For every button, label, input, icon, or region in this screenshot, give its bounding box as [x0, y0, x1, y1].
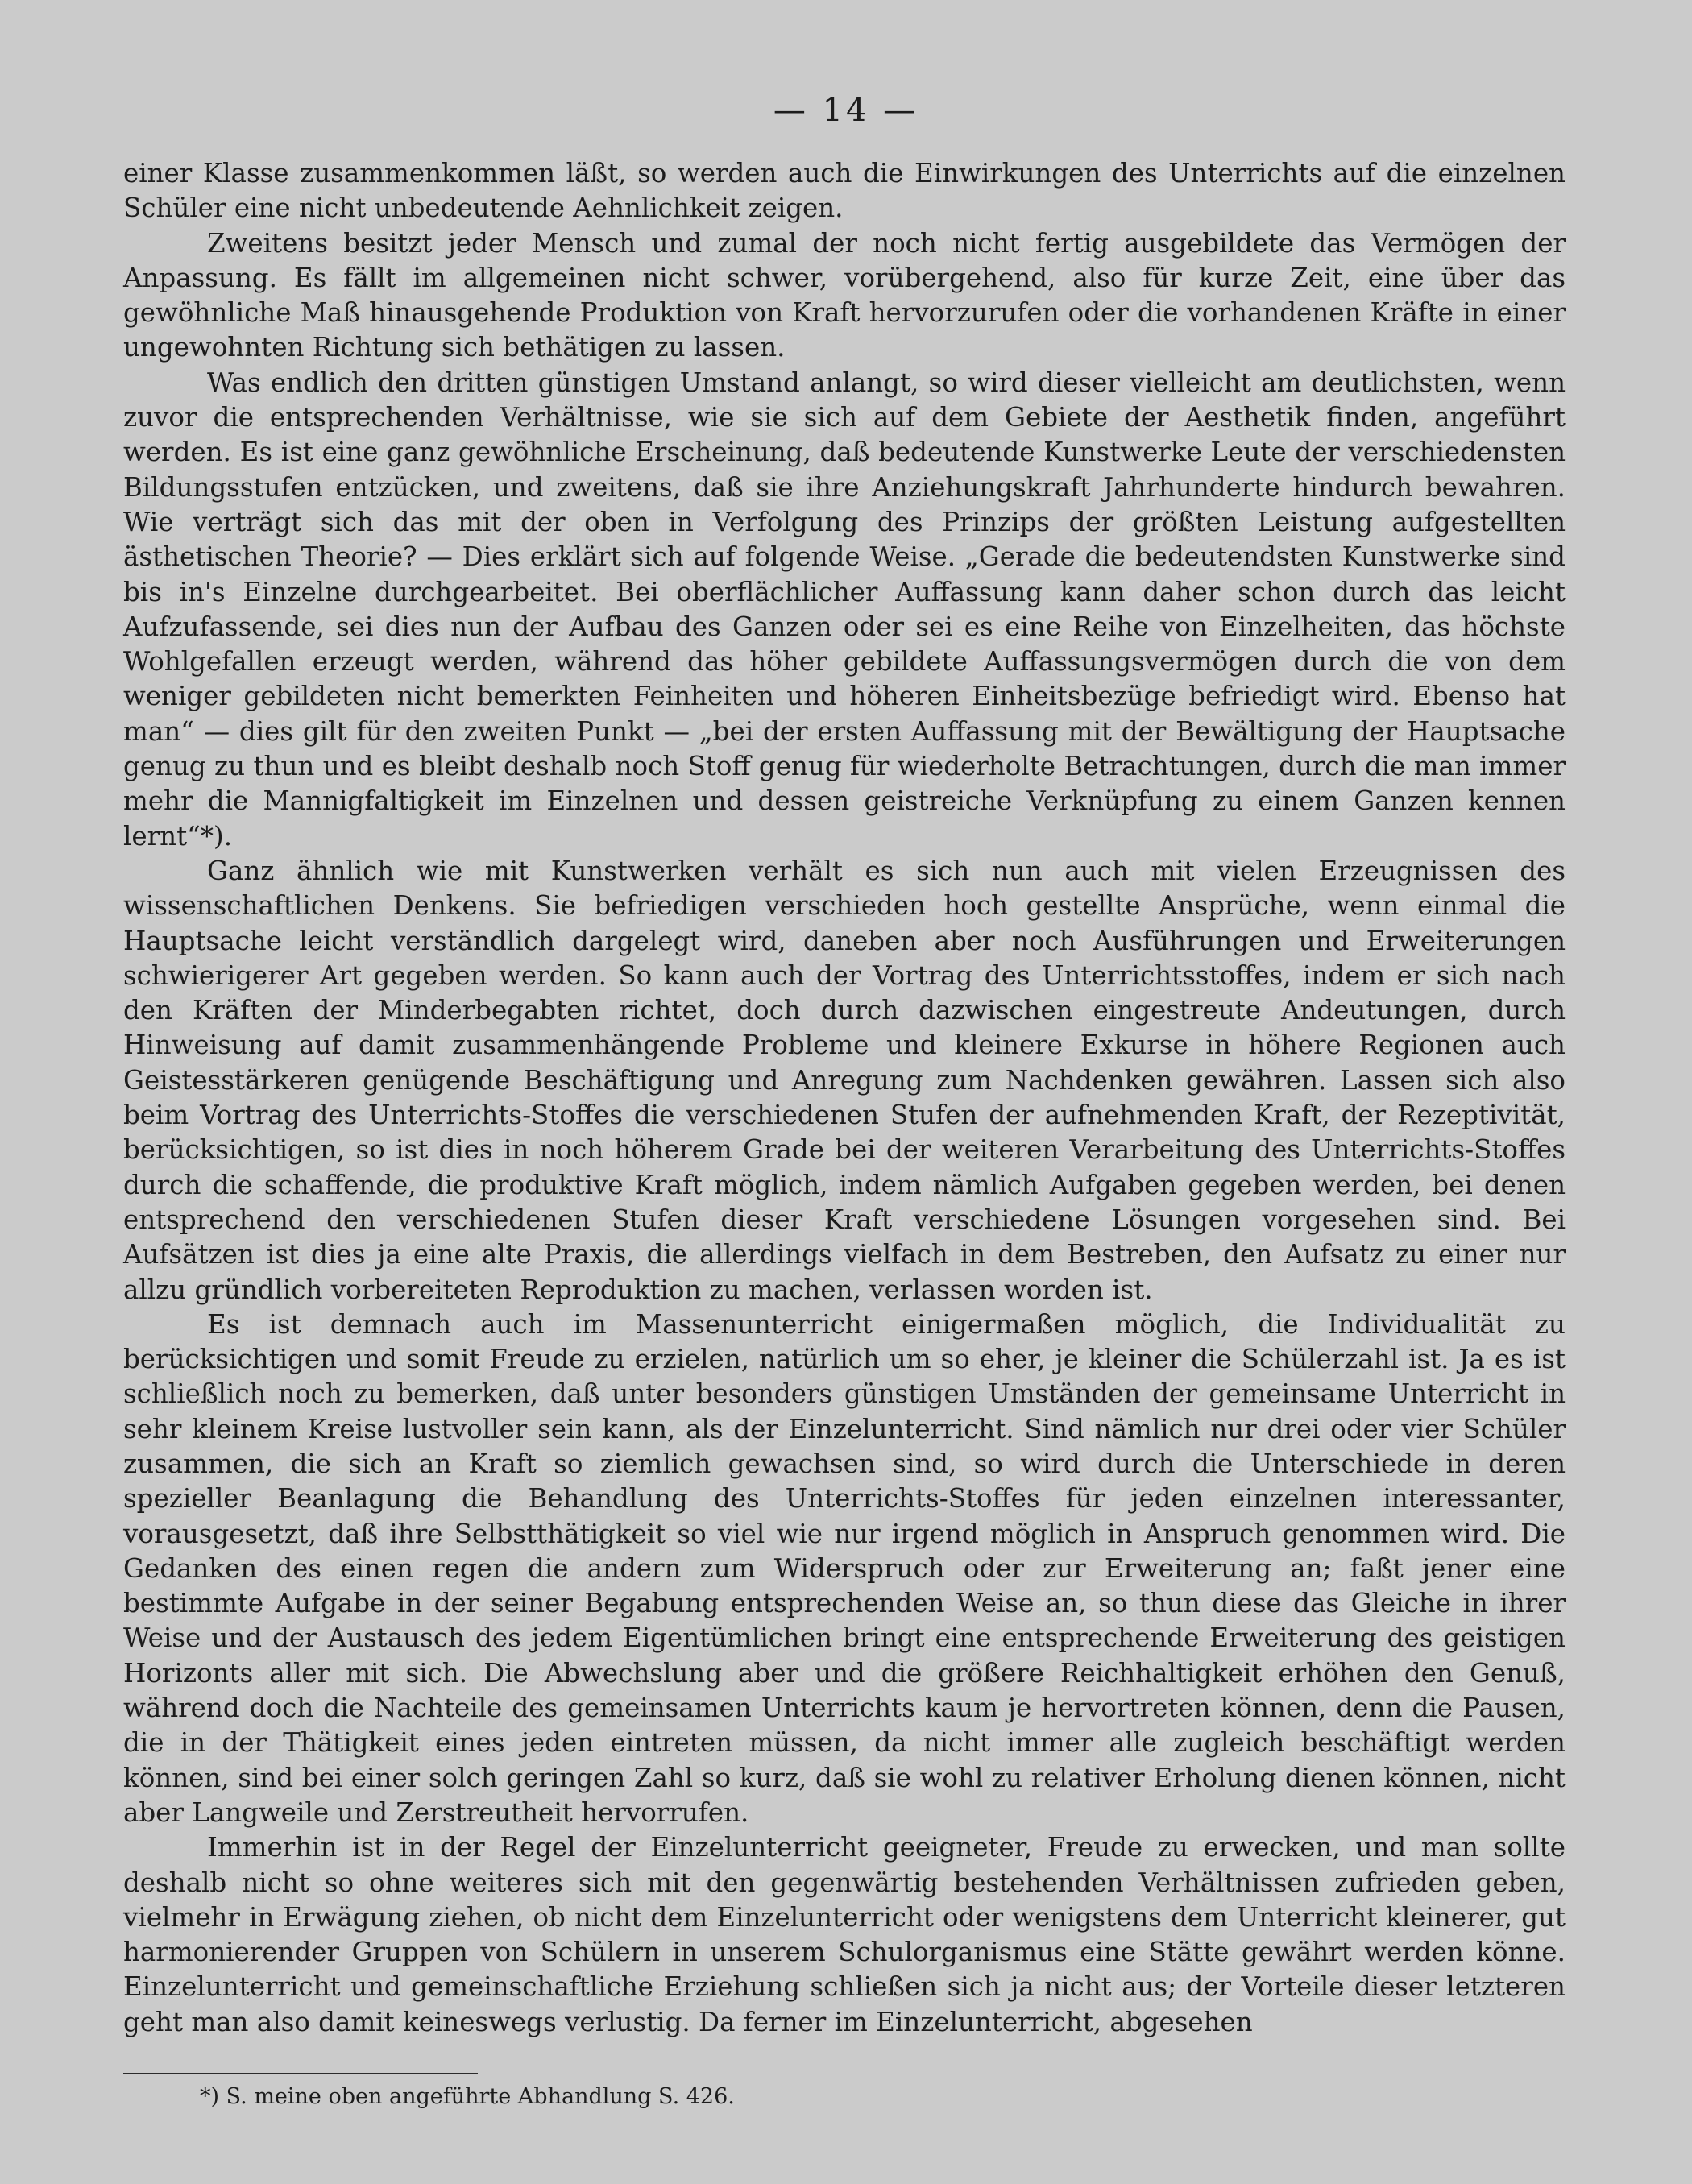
- paragraph-2: Zweitens besitzt jeder Mensch und zumal der noch nicht fertig ausgebildete das Vermögen der Anpassung. Es fällt im allgemeinen nicht schwer, vorübergehend, also für kurze Zeit, eine über das gewöhnliche Maß hinausgehende Produktion von Kraft hervorzurufen oder die vorhandenen Kräfte in einer ungewohnten Richtung sich bethätigen zu lassen.: [123, 227, 1566, 363]
- page-number: — 14 —: [773, 92, 919, 129]
- paragraph-5: Es ist demnach auch im Massenunterricht einigermaßen möglich, die Individualität zu berücksichtigen und somit Freude zu erzielen, natürlich um so eher, je kleiner die Schülerzahl ist. Ja es ist schließlich noch zu bemerken, daß unter besonders günstigen Umständen der gemeinsame Unterricht in sehr kleinem Kreise lustvoller sein kann, als der Einzelunterricht. Sind nämlich nur drei oder vier Schüler zusammen, die sich an Kraft so ziemlich gewachsen sind, so wird durch die Unterschiede in deren spezieller Beanlagung die Behandlung des Unterrichts-Stoffes für jeden einzelnen interessanter, vorausgesetzt, daß ihre Selbstthätigkeit so viel wie nur irgend möglich in Anspruch genommen wird. Die Gedanken des einen regen die andern zum Widerspruch oder zur Erweiterung an; faßt jener eine bestimmte Aufgabe in der seiner Begabung entsprechenden Weise an, so thun diese das Gleiche in ihrer Weise und der Austausch des jedem Eigentümlichen bringt eine entsprechende Erweiterung des geistigen Horizonts aller mit sich. Die Abwechslung aber und die größere Reichhaltigkeit erhöhen den Genuß, während doch die Nachteile des gemeinsamen Unterrichts kaum je hervortreten können, denn die Pausen, die in der Thätigkeit eines jeden eintreten müssen, da nicht immer alle zugleich beschäftigt werden können, sind bei einer solch geringen Zahl so kurz, daß sie wohl zu relativer Erholung dienen können, nicht aber Langweile und Zerstreutheit hervorrufen.: [123, 1308, 1566, 1828]
- paragraph-1: einer Klasse zusammenkommen läßt, so werden auch die Einwirkungen des Unterrichts auf die einzelnen Schüler eine nicht unbedeutende Aehnlichkeit zeigen.: [123, 158, 1566, 224]
- paragraph-6: Immerhin ist in der Regel der Einzelunterricht geeigneter, Freude zu erwecken, und man sollte deshalb nicht so ohne weiteres sich mit den gegenwärtig bestehenden Verhältnissen zufrieden geben, vielmehr in Erwägung ziehen, ob nicht dem Einzelunterricht oder wenigstens dem Unterricht kleinerer, gut harmonierender Gruppen von Schülern in unserem Schulorganismus eine Stätte gewährt werden könne. Einzelunterricht und gemeinschaftliche Erziehung schließen sich ja nicht aus; der Vorteile dieser letzteren geht man also damit keineswegs verlustig. Da ferner im Einzelunterricht, abgesehen: [123, 1832, 1566, 2037]
- footnote-divider: [123, 2073, 478, 2074]
- paragraph-3: Was endlich den dritten günstigen Umstand anlangt, so wird dieser vielleicht am deutlichsten, wenn zuvor die entsprechenden Verhältnisse, wie sie sich auf dem Gebiete der Aesthetik finden, angeführt werden. Es ist eine ganz gewöhnliche Erscheinung, daß bedeutende Kunstwerke Leute der verschiedensten Bildungsstufen entzücken, und zweitens, daß sie ihre Anziehungskraft Jahrhunderte hindurch bewahren. Wie verträgt sich das mit der oben in Verfolgung des Prinzips der größten Leistung aufgestellten ästhetischen Theorie? — Dies erklärt sich auf folgende Weise. „Gerade die bedeutendsten Kunstwerke sind bis in's Einzelne durchgearbeitet. Bei oberflächlicher Auffassung kann daher schon durch das leicht Aufzufassende, sei dies nun der Aufbau des Ganzen oder sei es eine Reihe von Einzelheiten, das höchste Wohlgefallen erzeugt werden, während das höher gebildete Auffassungsvermögen durch die von dem weniger gebildeten nicht bemerkten Feinheiten und höheren Einheitsbezüge befriedigt wird. Ebenso hat man“ — dies gilt für den zweiten Punkt — „bei der ersten Auffassung mit der Bewältigung der Hauptsache genug zu thun und es bleibt deshalb noch Stoff genug für wiederholte Betrachtungen, durch die man immer mehr die Mannigfaltigkeit im Einzelnen und dessen geistreiche Verknüpfung zu einem Ganzen kennen lernt“*).: [123, 367, 1566, 852]
- footnote: *) S. meine oben angeführte Abhandlung S. 426.: [200, 2084, 735, 2109]
- body-text: [123, 156, 1566, 2040]
- paragraph-4: Ganz ähnlich wie mit Kunstwerken verhält es sich nun auch mit vielen Erzeugnissen des wissenschaftlichen Denkens. Sie befriedigen verschieden hoch gestellte Ansprüche, wenn einmal die Hauptsache leicht verständlich dargelegt wird, daneben aber noch Ausführungen und Erweiterungen schwierigerer Art gegeben werden. So kann auch der Vortrag des Unterrichtsstoffes, indem er sich nach den Kräften der Minderbegabten richtet, doch durch dazwischen eingestreute Andeutungen, durch Hinweisung auf damit zusammenhängende Probleme und kleinere Exkurse in höhere Regionen auch Geistesstärkeren genügende Beschäftigung und Anregung zum Nachdenken gewähren. Lassen sich also beim Vortrag des Unterrichts-Stoffes die verschiedenen Stufen der aufnehmenden Kraft, der Rezeptivität, berücksichtigen, so ist dies in noch höherem Grade bei der weiteren Verarbeitung des Unterrichts-Stoffes durch die schaffende, die produktive Kraft möglich, indem nämlich Aufgaben gegeben werden, bei denen entsprechend den verschiedenen Stufen dieser Kraft verschiedene Lösungen vorgesehen sind. Bei Aufsätzen ist dies ja eine alte Praxis, die allerdings vielfach in dem Bestreben, den Aufsatz zu einer nur allzu gründlich vorbereiteten Reproduktion zu machen, verlassen worden ist.: [123, 855, 1566, 1305]
